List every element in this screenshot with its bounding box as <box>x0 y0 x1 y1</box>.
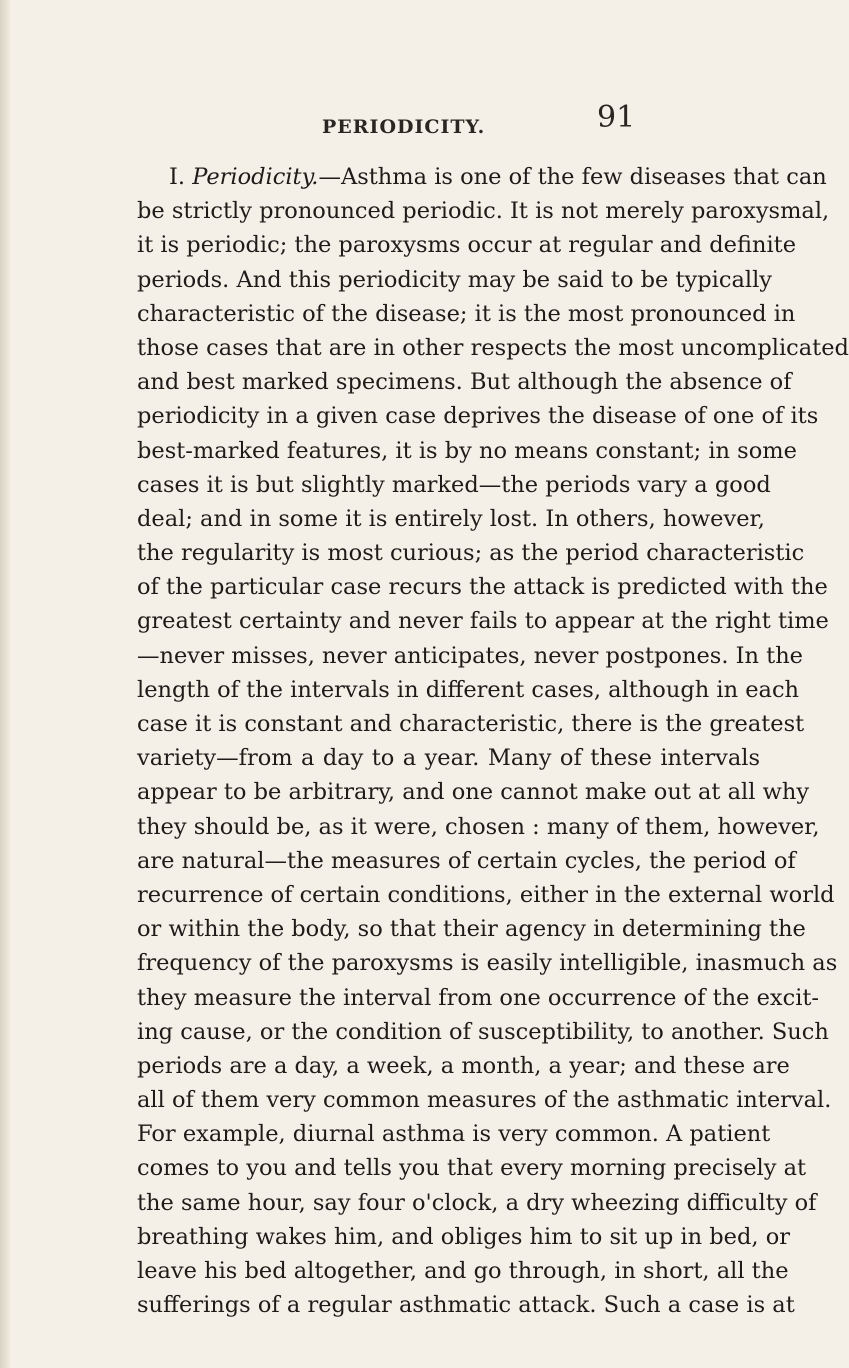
section-title: Periodicity. <box>192 164 319 190</box>
running-head: PERIODICITY. <box>322 116 486 138</box>
text-line: deal; and in some it is entirely lost. In others, however, <box>137 505 765 532</box>
text-line: best-marked features, it is by no means constant; in some <box>137 437 797 464</box>
text-line: they should be, as it were, chosen : many of them, however, <box>137 813 820 840</box>
text-line: ing cause, or the condition of susceptibility, to another. Such <box>137 1018 829 1045</box>
text-line: the regularity is most curious; as the period characteristic <box>137 540 805 567</box>
text-line: those cases that are in other respects the most uncomplicated <box>137 334 849 361</box>
text-line: it is periodic; the paroxysms occur at regular and definite <box>137 232 797 259</box>
text-line: of the particular case recurs the attack is predicted with the <box>137 574 828 601</box>
text-line: sufferings of a regular asthmatic attack. Such a case is at <box>137 1292 795 1319</box>
text-line: case it is constant and characteristic, there is the greatest <box>137 711 805 737</box>
text-line: For example, diurnal asthma is very common. A patient <box>137 1121 771 1148</box>
text-line: —never misses, never anticipates, never postpones. In the <box>137 642 804 669</box>
text-line: and best marked specimens. But although the absence of <box>137 369 792 396</box>
text-line: frequency of the paroxysms is easily intelligible, inasmuch as <box>137 950 838 977</box>
text-line: breathing wakes him, and obliges him to sit up in bed, or <box>137 1223 790 1250</box>
text-line: appear to be arbitrary, and one cannot make out at all why <box>137 779 810 806</box>
section-number: I. <box>169 164 186 190</box>
text-line: cases it is but slightly marked—the periods vary a good <box>137 471 771 498</box>
body-paragraph <box>137 160 849 1322</box>
text-line: are natural—the measures of certain cycles, the period of <box>137 847 796 874</box>
text-line: variety—from a day to a year. Many of these intervals <box>137 745 760 772</box>
text-line: characteristic of the disease; it is the most pronounced in <box>137 300 796 327</box>
page-edge <box>0 0 10 1368</box>
text-line: periodicity in a given case deprives the disease of one of its <box>137 403 819 430</box>
text-line: the same hour, say four o'clock, a dry wheezing difficulty of <box>137 1189 817 1216</box>
text-line: be strictly pronounced periodic. It is not merely paroxysmal, <box>137 198 830 225</box>
first-line-text: —Asthma is one of the few diseases that can <box>318 164 827 190</box>
text-line: they measure the interval from one occurrence of the excit- <box>137 984 820 1011</box>
text-line: recurrence of certain conditions, either in the external world <box>137 881 835 908</box>
text-line: periods. And this periodicity may be said to be typically <box>137 266 772 293</box>
text-line: periods are a day, a week, a month, a year; and these are <box>137 1052 790 1079</box>
text-line: greatest certainty and never fails to appear at the right time <box>137 608 829 635</box>
text-line: comes to you and tells you that every morning precisely at <box>137 1155 807 1182</box>
text-line: or within the body, so that their agency in determining the <box>137 916 806 943</box>
text-line: all of them very common measures of the asthmatic interval. <box>137 1087 832 1114</box>
text-line: leave his bed altogether, and go through, in short, all the <box>137 1258 789 1284</box>
text-line <box>137 160 827 194</box>
page-number: 91 <box>597 100 636 135</box>
text-line: length of the intervals in different cases, although in each <box>137 676 800 703</box>
